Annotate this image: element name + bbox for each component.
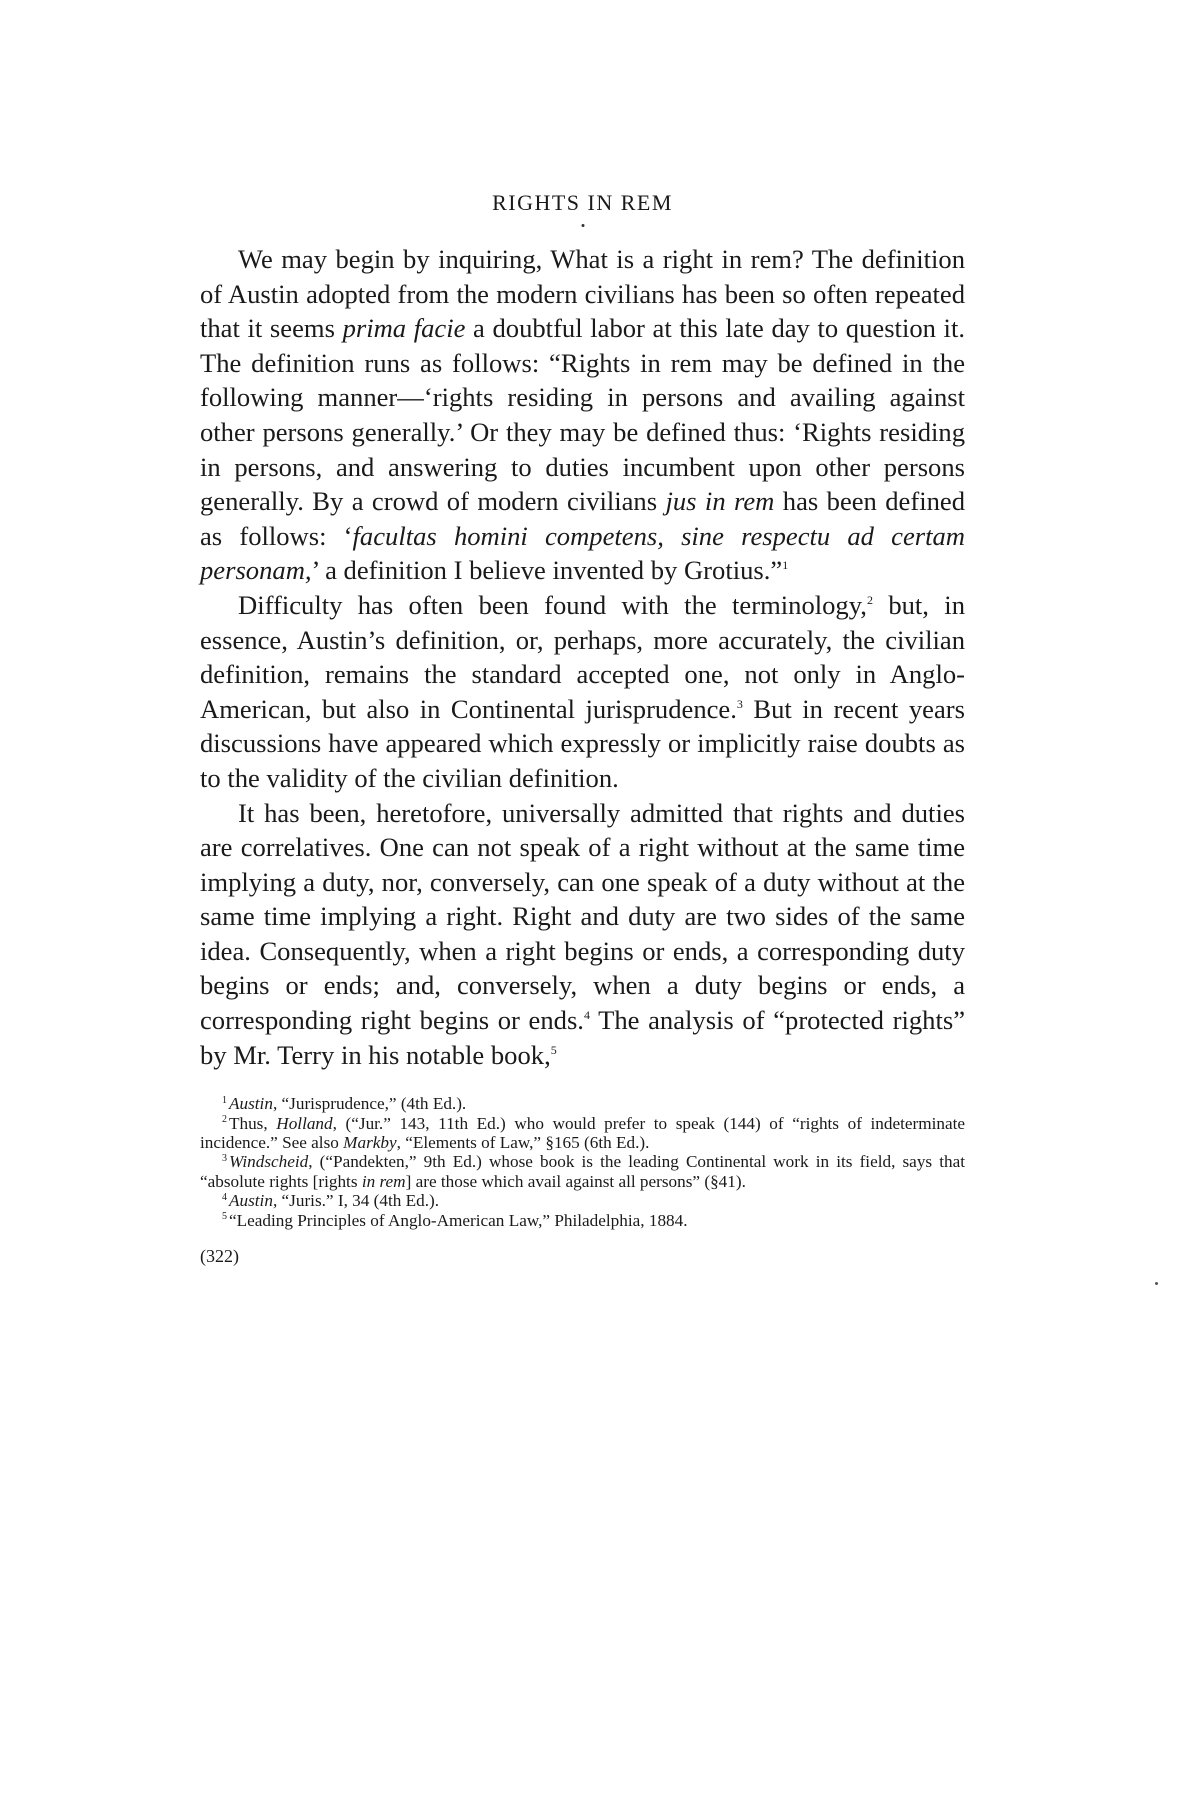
- footnote-2: $^2$ Thus, Holland, (“Jur.” 143, 11th Ed.) who would prefer to speak (144) of “rights of indeterminate incidence.” See also Markby, “Elements of Law,” §165 (6th Ed.).: [200, 1113, 966, 1153]
- footnote-ref-2: 2: [866, 593, 873, 608]
- heading-dot-mark: [581, 224, 584, 227]
- footnote-4: $^4$ Austin, “Juris.” I, 34 (4th Ed.).: [222, 1191, 440, 1211]
- page-heading-text: RIGHTS IN REM: [492, 190, 673, 215]
- italic-latin-definition: facultas homini competens, sine respectu ad certam personam,: [200, 520, 965, 586]
- footnote-number: 5: [222, 1210, 227, 1222]
- stray-dot-mark: [1155, 1282, 1158, 1285]
- footnote-ref-3: 3: [736, 696, 743, 711]
- italic-jus-in-rem: jus in rem: [665, 486, 775, 517]
- footnote-ref-5: 5: [550, 1042, 557, 1057]
- footnote-1: $^1$ Austin, “Jurisprudence,” (4th Ed.).: [222, 1094, 467, 1114]
- footnote-number: 2: [222, 1113, 227, 1125]
- page-heading: [200, 190, 965, 216]
- footnote-3: $^3$ Windscheid, (“Pandekten,” 9th Ed.) whose book is the leading Continental work in its field, says that “absolute rights [rights in rem] are those which avail against all persons” (§41).: [200, 1152, 965, 1191]
- footnote-ref-1: 1: [782, 558, 789, 573]
- footnote-number: 1: [222, 1094, 227, 1106]
- document-page: [200, 190, 965, 1267]
- paragraph-2: Difficulty has often been found with the terminology,$^2$ but, in essence, Austin’s definition, or, perhaps, more accurately, the civilian definition, remains the standard accepted one, not only in Anglo-American, but also in Continental jurisprudence.$^3$ But in recent years discussions have appeared which expressly or implicitly raise doubts as to the validity of the civilian definition.: [200, 589, 965, 793]
- paragraph-3: It has been, heretofore, universally admitted that rights and duties are correlatives. One can not speak of a right without at the same time implying a duty, nor, conversely, can one speak of a duty without at the same time implying a right. Right and duty are two sides of the same idea. Consequently, when a right begins or ends, a corresponding duty begins or ends; and, conversely, when a duty begins or ends, a corresponding right begins or ends.$^4$ The analysis of “protected rights” by Mr. Terry in his notable book,$^5$: [200, 797, 965, 1070]
- page-number: (322): [200, 1246, 239, 1267]
- paragraph-1: We may begin by inquiring, What is a right in rem? The definition of Austin adopted from the modern civilians has been so often repeated that it seems prima facie a doubtful labor at this late day to question it. The definition runs as follows: “Rights in rem may be defined in the following manner—‘rights residing in persons and availing against other persons generally.’ Or they may be defined thus: ‘Rights residing in persons, and answering to duties incumbent upon other persons generally. By a crowd of modern civilians jus in rem has been defined as follows: ‘facultas homini competens, sine respectu ad certam personam,’ a definition I believe invented by Grotius.”$^1$: [200, 244, 965, 586]
- footnote-number: 4: [222, 1191, 227, 1203]
- footnotes-section: [200, 1094, 965, 1230]
- footnote-ref-4: 4: [583, 1008, 590, 1023]
- footnote-number: 3: [222, 1152, 227, 1164]
- footnote-5: $^5$ “Leading Principles of Anglo-American Law,” Philadelphia, 1884.: [222, 1210, 688, 1230]
- italic-prima-facie: prima facie: [342, 313, 466, 344]
